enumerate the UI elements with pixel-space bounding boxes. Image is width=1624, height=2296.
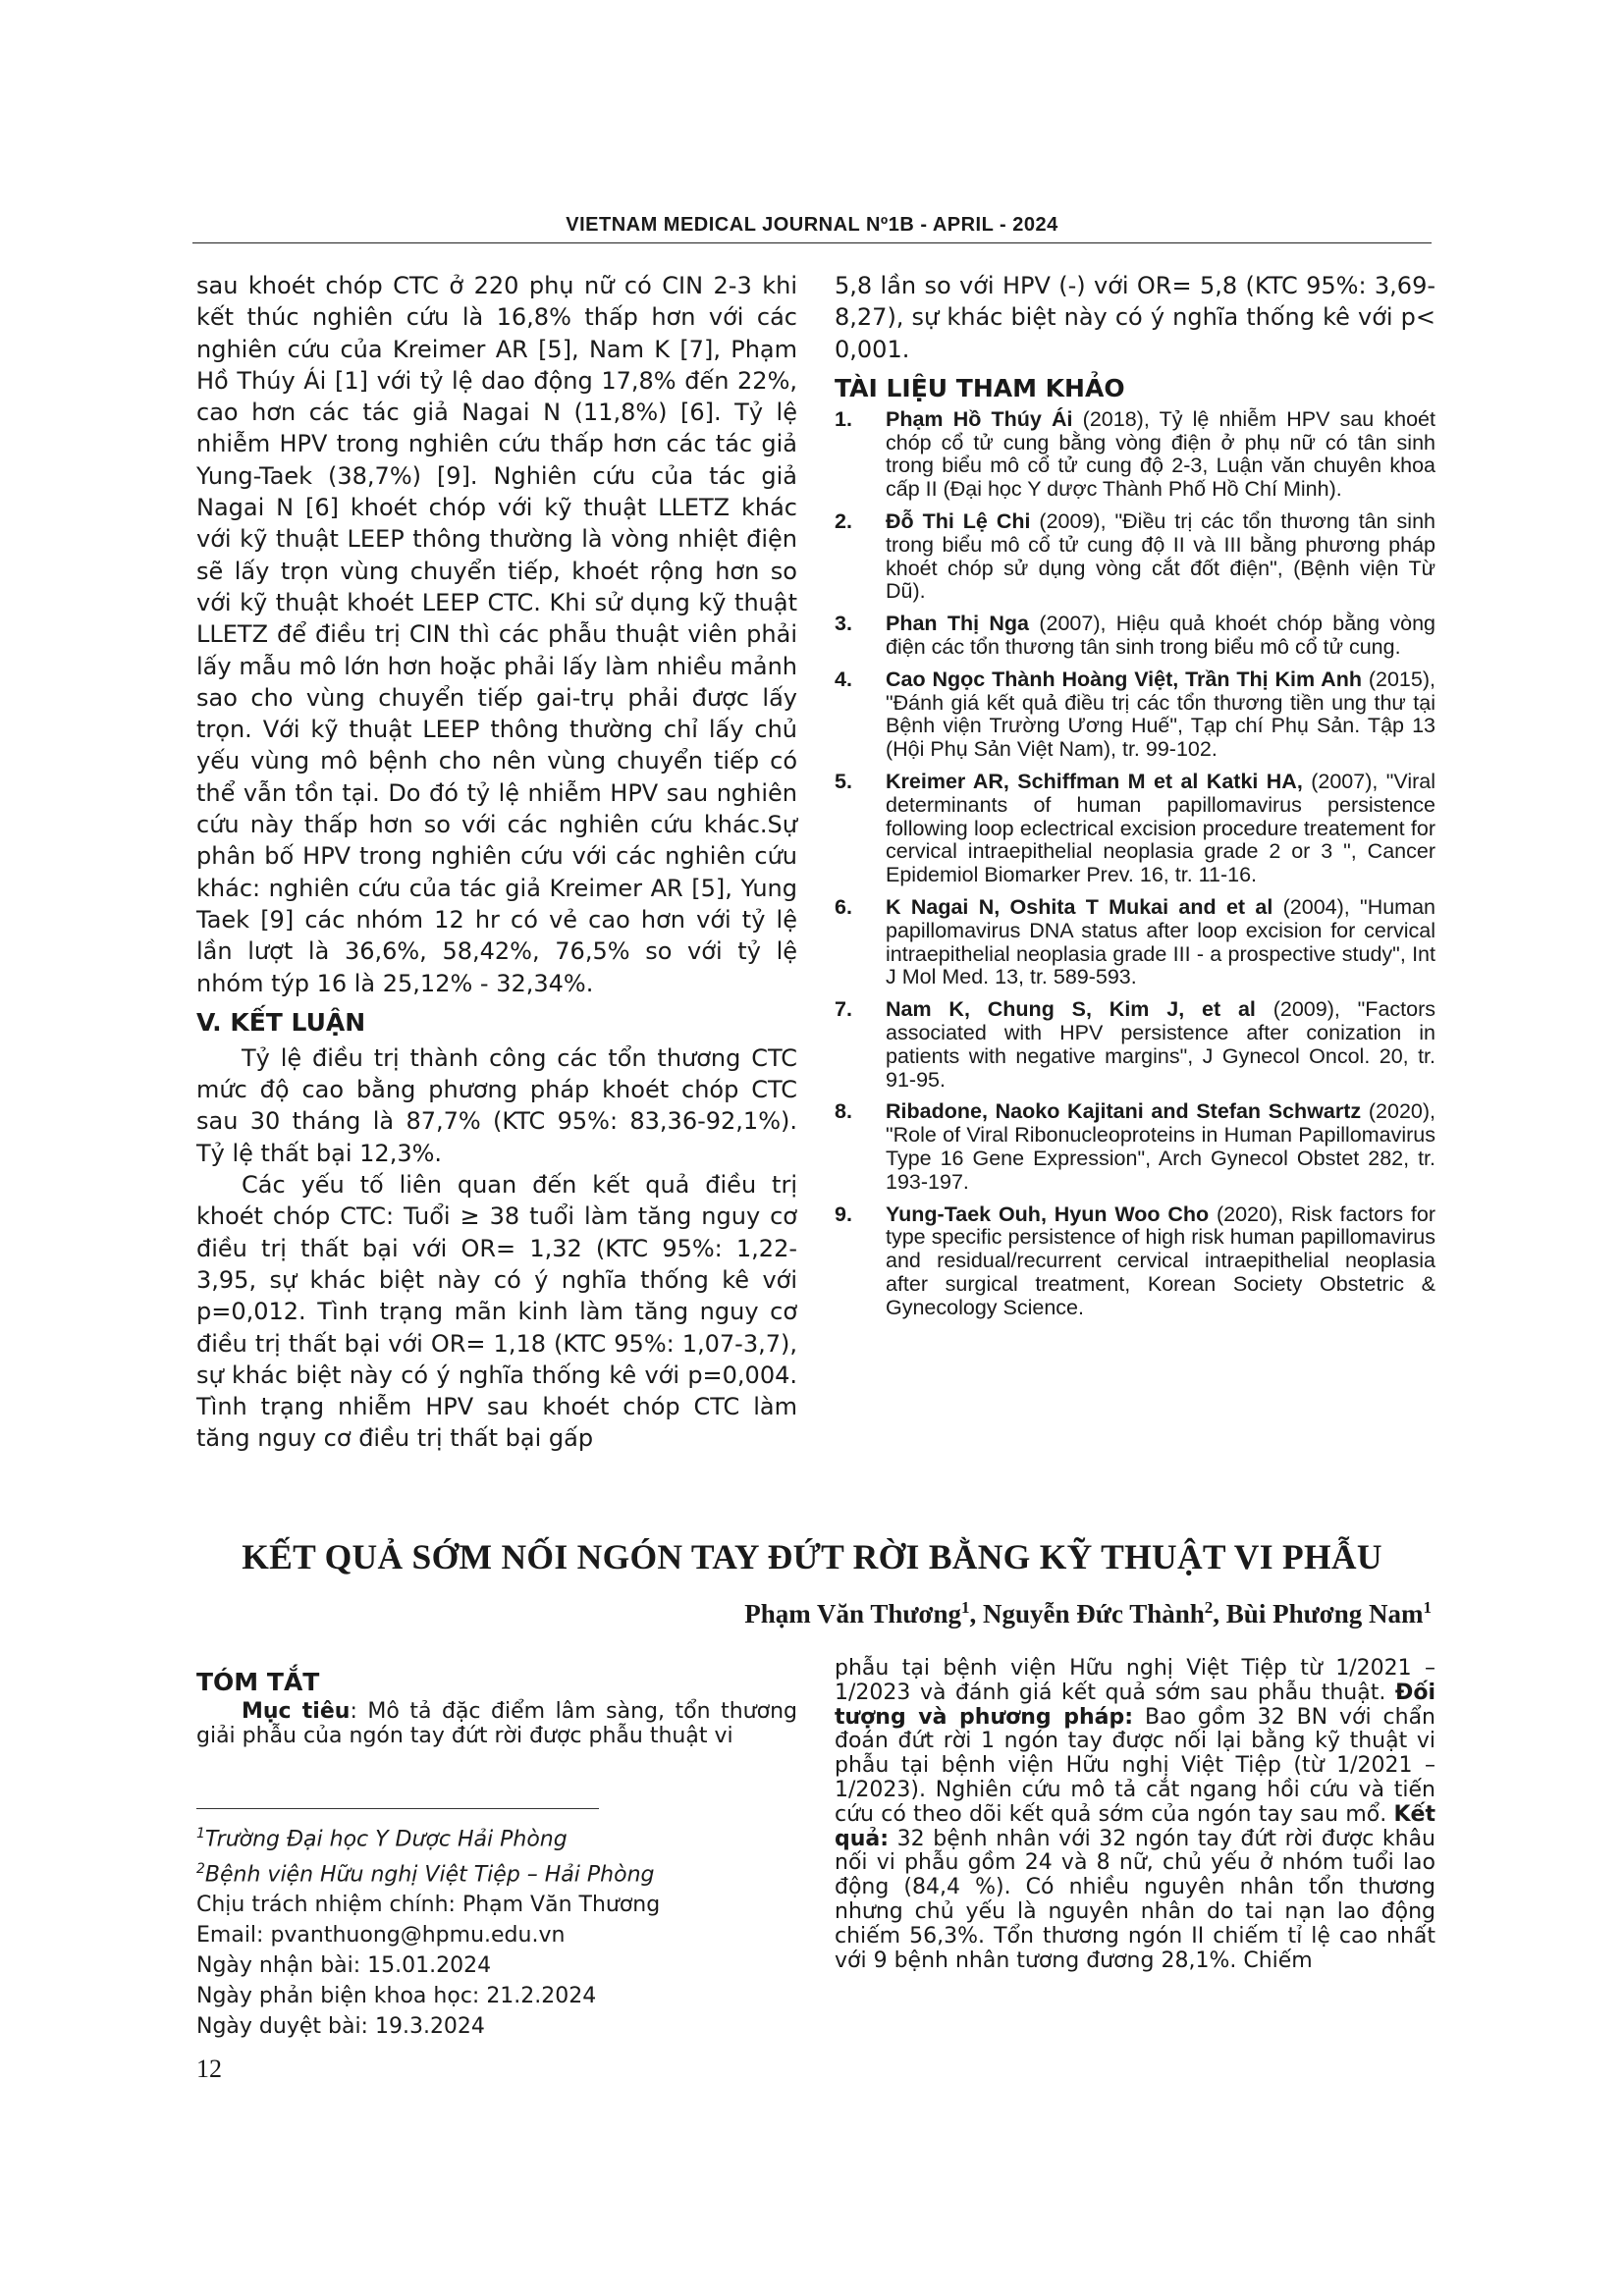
reference-number: 3.: [835, 612, 852, 636]
reference-item: [835, 896, 1435, 989]
email: Email: pvanthuong@hpmu.edu.vn: [196, 1923, 566, 1949]
affiliation-text: Bệnh viện Hữu nghị Việt Tiệp – Hải Phòng: [204, 1862, 655, 1888]
discussion-paragraph: sau khoét chóp CTC ở 220 phụ nữ có CIN 2-3 khi kết thúc nghiên cứu là 16,8% thấp hơn với các nghiên cứu của Kreimer AR [5], Nam K [7], Phạm Hồ Thúy Ái [1] với tỷ lệ dao động 17,8% đến 22%, cao hơn các tác giả Nagai N (11,8%) [6]. Tỷ lệ nhiễm HPV trong nghiên cứu thấp hơn các tác giả Yung-Taek (38,7%) [9]. Nghiên cứu của tác giả Nagai N [6] khoét chóp với kỹ thuật LLETZ khác với kỹ thuật LEEP thông thường là vòng nhiệt điện sẽ lấy trọn vùng chuyển tiếp, khoét rộng hơn so với kỹ thuật khoét LEEP CTC. Khi sử dụng kỹ thuật LLETZ để điều trị CIN thì các phẫu thuật viên phải lấy mẫu mô lớn hơn hoặc phải lấy làm nhiều mảnh sao cho vùng chuyển tiếp gai-trụ phải được lấy trọn. Với kỹ thuật LEEP thông thường chỉ lấy chủ yếu vùng mô bệnh cho nên vùng chuyển tiếp có thể vẫn tồn tại. Do đó tỷ lệ nhiễm HPV sau nghiên cứu này thấp hơn so với các nghiên cứu khác.Sự phân bố HPV trong nghiên cứu với các nghiên cứu khác: nghiên cứu của tác giả Kreimer AR [5], Yung Taek [9] các nhóm 12 hr có vẻ cao hơn với tỷ lệ lần lượt là 36,6%, 58,42%, 76,5% so với tỷ lệ nhóm týp 16 là 25,12% - 32,34%.: [196, 272, 797, 997]
right-column-bottom: [835, 1657, 1435, 1973]
reference-details: (2020), Risk factors for type specific persistence of high risk human papillomavirus and residual/recurrent cervical intraepithelial neoplasia after surgical treatment, Korean Society Obstetric & Gynecology Science.: [886, 1201, 1435, 1319]
method-label: Đối tượng và phương pháp:: [835, 1680, 1435, 1730]
reference-authors: Phan Thị Nga: [886, 612, 1030, 636]
objective-text: : Mô tả đặc điểm lâm sàng, tổn thương giải phẫu của ngón tay đứt rời được phẫu thuật vi: [196, 1699, 797, 1748]
abstract-continued: [835, 1657, 1435, 1973]
reference-number: 7.: [835, 997, 852, 1022]
reference-item: [835, 1100, 1435, 1194]
result-label: Kết quả:: [835, 1801, 1435, 1851]
objective-label: Mục tiêu: [242, 1699, 351, 1724]
reference-authors: Phạm Hồ Thúy Ái: [886, 406, 1073, 431]
running-header: VIETNAM MEDICAL JOURNAL Nº1B - APRIL - 2024: [566, 214, 1058, 236]
author-name: Nguyễn Đức Thành: [983, 1599, 1205, 1629]
article-authors: [744, 1598, 1432, 1629]
page-number: 12: [196, 2055, 222, 2083]
reference-item: [835, 613, 1435, 660]
reference-authors: Đỗ Thi Lệ Chi: [886, 509, 1031, 534]
conclusion-paragraph-1: Tỷ lệ điều trị thành công các tổn thương CTC mức độ cao bằng phương pháp khoét chóp CTC sau 30 tháng là 87,7% (KTC 95%: 83,36-92,1%). Tỷ lệ thất bại 12,3%.: [196, 1043, 797, 1167]
author-separator: ,: [969, 1599, 984, 1629]
reference-details: (2007), "Viral determinants of human papillomavirus persistence following loop eclectrical excision procedure treatement for cervical intraepithelial neoplasia grade 2 or 3 ", Cancer Epidemiol Biomarker Prev. 16, tr. 11-16.: [886, 770, 1435, 887]
references-heading: TÀI LIỆU THAM KHẢO: [835, 373, 1125, 402]
reference-details: (2020), "Role of Viral Ribonucleoproteins in Human Papillomavirus Type 16 Gene Expression", Arch Gynecol Obstet 282, tr. 193-197.: [886, 1099, 1435, 1194]
reference-authors: Cao Ngọc Thành Hoàng Việt, Trần Thị Kim Anh: [886, 667, 1362, 691]
reference-number: 5.: [835, 770, 852, 794]
affiliation-mark: 2: [196, 1860, 205, 1877]
conclusion-heading: V. KẾT LUẬN: [196, 1007, 366, 1037]
accepted-date: Ngày duyệt bài: 19.3.2024: [196, 2014, 485, 2040]
author-affiliation-mark: 1: [1423, 1598, 1432, 1617]
conclusion-paragraph-2: Các yếu tố liên quan đến kết quả điều trị khoét chóp CTC: Tuổi ≥ 38 tuổi làm tăng nguy cơ điều trị thất bại với OR= 1,32 (KTC 95%: 1,22-3,95, sự khác biệt này có ý nghĩa thống kê với p=0,012. Tình trạng mãn kinh làm tăng nguy cơ điều trị thất bại với OR= 1,18 (KTC 95%: 1,07-3,7), sự khác biệt này có ý nghĩa thống kê với p=0,004. Tình trạng nhiễm HPV sau khoét chóp CTC làm tăng nguy cơ điều trị thất bại gấp: [196, 1171, 797, 1453]
left-column-top: [196, 270, 797, 1455]
received-date: Ngày nhận bài: 15.01.2024: [196, 1953, 492, 1979]
affiliation-1: [196, 1819, 797, 1854]
reference-authors: Yung-Taek Ouh, Hyun Woo Cho: [886, 1201, 1210, 1226]
reference-details: (2007), Hiệu quả khoét chóp bằng vòng điện các tổn thương tân sinh trong biểu mô cổ tử cung.: [886, 612, 1435, 660]
reviewed-date: Ngày phản biện khoa học: 21.2.2024: [196, 1984, 597, 2009]
reference-item: [835, 771, 1435, 887]
header-rule: [192, 242, 1432, 243]
reference-item: [835, 510, 1435, 604]
reference-details: (2009), "Factors associated with HPV persistence after conization in patients with negative margins", J Gynecol Oncol. 20, tr. 91-95.: [886, 997, 1435, 1092]
reference-details: (2015), "Đánh giá kết quả điều trị các tổn thương tiền ung thư tại Bệnh viện Trường Ương Huế", Tạp chí Phụ Sản. Tập 13 (Hội Phụ Sản Việt Nam), tr. 99-102.: [886, 667, 1435, 762]
references-list: [835, 408, 1435, 1320]
method-text: Bao gồm 32 BN với chẩn đoán đứt rời 1 ngón tay được nối lại bằng kỹ thuật vi phẫu tại bệnh viện Hữu nghị Việt Tiệp (từ 1/2021 – 1/2023). Nghiên cứu mô tả cắt ngang hồi cứu và tiến cứu có theo dõi kết quả sớm của ngón tay sau mổ.: [835, 1704, 1436, 1827]
reference-details: (2018), Tỷ lệ nhiễm HPV sau khoét chóp cổ tử cung bằng vòng điện ở phụ nữ có tân sinh trong biểu mô cổ tử cung độ 2-3, Luận văn chuyên khoa cấp II (Đại học Y dược Thành Phố Hồ Chí Minh).: [886, 406, 1435, 502]
affiliation-mark: 1: [196, 1825, 205, 1842]
author-affiliation-mark: 2: [1204, 1598, 1214, 1617]
author-affiliation-mark: 1: [961, 1598, 970, 1617]
reference-item: [835, 1203, 1435, 1320]
reference-authors: Ribadone, Naoko Kajitani and Stefan Schwartz: [886, 1099, 1362, 1124]
reference-number: 8.: [835, 1099, 852, 1124]
reference-details: (2009), "Điều trị các tổn thương tân sinh trong biểu mô cổ tử cung độ II và III bằng phương pháp khoét chóp sử dụng vòng cắt đốt điện", (Bệnh viện Từ Dũ).: [886, 509, 1435, 604]
author-name: Phạm Văn Thương: [744, 1599, 962, 1629]
affiliation-text: Trường Đại học Y Dược Hải Phòng: [204, 1826, 568, 1851]
reference-authors: K Nagai N, Oshita T Mukai and et al: [886, 895, 1273, 920]
reference-number: 9.: [835, 1201, 852, 1226]
reference-number: 2.: [835, 509, 852, 534]
reference-number: 1.: [835, 406, 852, 431]
left-column-bottom: [196, 1657, 797, 2042]
author-name: Bùi Phương Nam: [1225, 1599, 1424, 1629]
reference-item: [835, 408, 1435, 502]
reference-item: [835, 998, 1435, 1092]
conclusion-paragraph-continued: 5,8 lần so với HPV (-) với OR= 5,8 (KTC 95%: 3,69-8,27), sự khác biệt này có ý nghĩa thống kê với p< 0,001.: [835, 272, 1435, 363]
abstract-cont-text: phẫu tại bệnh viện Hữu nghị Việt Tiệp từ 1/2021 – 1/2023 và đánh giá kết quả sớm sau phẫu thuật.: [835, 1656, 1435, 1705]
author-separator: ,: [1213, 1599, 1226, 1629]
corresponding-author: Chịu trách nhiệm chính: Phạm Văn Thương: [196, 1893, 661, 1918]
result-text: 32 bệnh nhân với 32 ngón tay đứt rời được khâu nối vi phẫu gồm 24 và 8 nữ, chủ yếu ở nhóm tuổi lao động (84,4 %). Có nhiều nguyên nhân tổn thương nhưng chủ yếu là nguyên nhân do tai nạn lao động chiếm 56,3%. Tổn thương ngón II chiếm tỉ lệ cao nhất với 9 bệnh nhân tương đương 28,1%. Chiếm: [835, 1826, 1435, 1973]
reference-authors: Nam K, Chung S, Kim J, et al: [886, 997, 1256, 1022]
article-title: KẾT QUẢ SỚM NỐI NGÓN TAY ĐỨT RỜI BẰNG KỸ THUẬT VI PHẪU: [242, 1537, 1382, 1576]
abstract-heading: TÓM TẮT: [196, 1668, 320, 1696]
footnote-rule: [196, 1808, 599, 1809]
abstract-objective: [196, 1700, 797, 1749]
reference-number: 4.: [835, 667, 852, 691]
right-column-top: [835, 270, 1435, 1329]
reference-item: [835, 668, 1435, 762]
affiliation-2: [196, 1854, 797, 1890]
reference-authors: Kreimer AR, Schiffman M et al Katki HA,: [886, 770, 1303, 794]
reference-number: 6.: [835, 895, 852, 920]
reference-details: (2004), "Human papillomavirus DNA status after loop excision for cervical intraepithelial neoplasia grade III - a prospective study", Int J Mol Med. 13, tr. 589-593.: [886, 895, 1435, 989]
